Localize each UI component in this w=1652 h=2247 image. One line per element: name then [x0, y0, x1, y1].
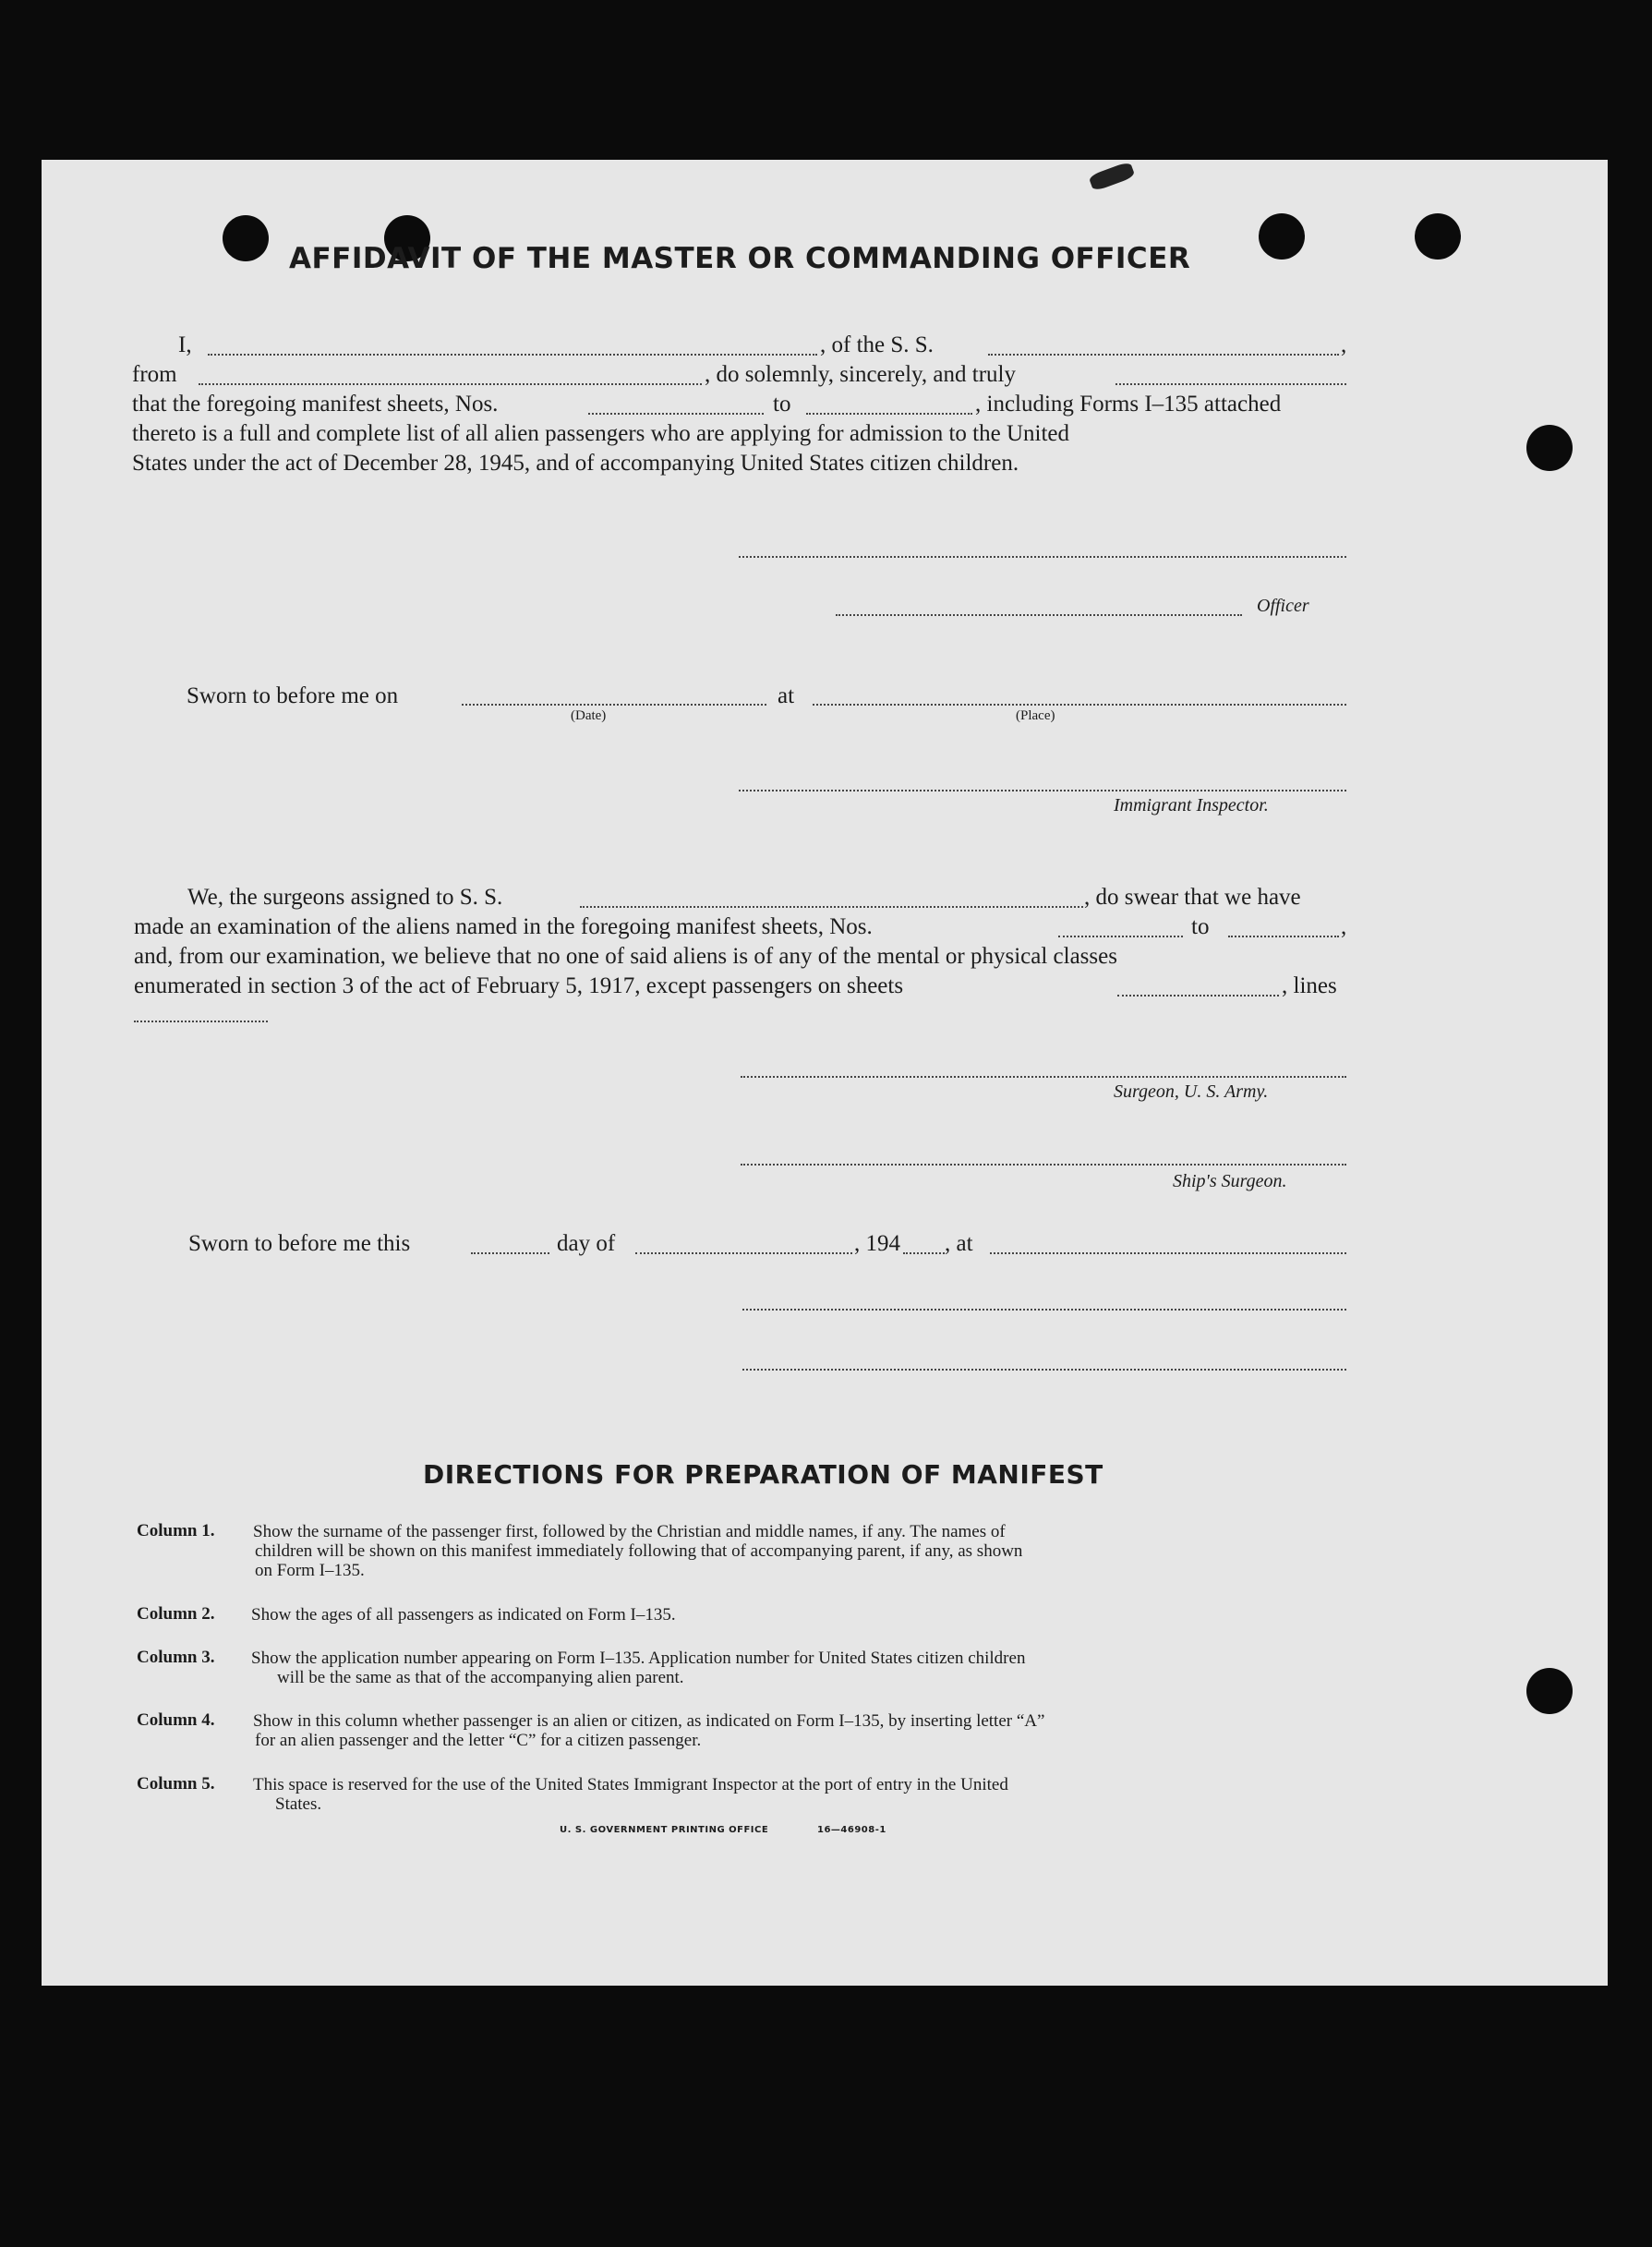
surgeons-text: made an examination of the aliens named in the foregoing manifest sheets, Nos.	[134, 914, 873, 939]
officer-label: Officer	[1257, 596, 1309, 616]
inspector-label: Immigrant Inspector.	[1114, 795, 1269, 815]
surgeon-sheet-to-field[interactable]	[1228, 936, 1339, 937]
surgeon-ship-field[interactable]	[580, 906, 1083, 908]
signature-field[interactable]	[742, 1369, 1346, 1371]
sworn-text: Sworn to before me this	[188, 1231, 411, 1256]
ships-surgeon-label: Ship's Surgeon.	[1173, 1171, 1287, 1191]
surgeons-text: and, from our examination, we believe that no one of said aliens is of any of the mental or physical classes	[134, 944, 1117, 969]
signature-field[interactable]	[742, 1309, 1346, 1311]
affidavit-text: from	[132, 362, 177, 387]
surgeons-text: , lines	[1282, 973, 1337, 998]
punch-hole	[1259, 213, 1305, 260]
except-sheets-field[interactable]	[1117, 995, 1279, 997]
inspector-signature-field[interactable]	[739, 790, 1346, 791]
surgeons-text: We, the surgeons assigned to S. S.	[187, 885, 503, 910]
sworn-place-field[interactable]	[813, 704, 1346, 706]
sworn-at-field[interactable]	[990, 1252, 1346, 1254]
sworn-text: , 194	[854, 1231, 900, 1256]
printer-imprint: U. S. GOVERNMENT PRINTING OFFICE	[560, 1825, 769, 1835]
affidavit-text: , do solemnly, sincerely, and truly	[705, 362, 1016, 387]
sworn-year-field[interactable]	[903, 1252, 945, 1254]
sworn-text: Sworn to before me on	[187, 683, 399, 708]
sworn-date-field[interactable]	[462, 704, 766, 706]
affidavit-text: States under the act of December 28, 1945, and of accompanying United States citizen children.	[132, 451, 1019, 476]
truly-field[interactable]	[1115, 383, 1346, 385]
punch-hole	[1415, 213, 1461, 260]
direction-text: Show the ages of all passengers as indicated on Form I–135.	[251, 1605, 676, 1625]
direction-column-label: Column 3.	[137, 1648, 215, 1667]
affidavit-text: that the foregoing manifest sheets, Nos.	[132, 392, 499, 417]
sworn-month-field[interactable]	[635, 1252, 852, 1254]
surgeon-sheet-from-field[interactable]	[1058, 936, 1183, 937]
sworn-day-field[interactable]	[471, 1252, 549, 1254]
direction-column-label: Column 1.	[137, 1521, 215, 1540]
direction-column-label: Column 4.	[137, 1710, 215, 1730]
affidavit-text: ,	[1341, 332, 1347, 357]
surgeons-text: to	[1191, 914, 1210, 939]
direction-text: Show in this column whether passenger is an alien or citizen, as indicated on Form I–135, by inserting letter “A” for an alien passenger and the letter “C” for a citizen passenger.	[253, 1711, 1045, 1750]
ship-name-field[interactable]	[988, 354, 1339, 356]
affidavit-text: I,	[178, 332, 192, 357]
except-lines-field[interactable]	[134, 1021, 268, 1022]
direction-column-label: Column 2.	[137, 1604, 215, 1624]
directions-title: DIRECTIONS FOR PREPARATION OF MANIFEST	[423, 1459, 1103, 1490]
army-surgeon-signature-field[interactable]	[741, 1076, 1346, 1078]
master-name-field[interactable]	[208, 354, 817, 356]
sworn-text: at	[778, 683, 795, 708]
punch-hole	[1526, 1668, 1573, 1714]
direction-text: This space is reserved for the use of the United States Immigrant Inspector at the port of entry in the United States.	[253, 1775, 1008, 1814]
affidavit-text: thereto is a full and complete list of all alien passengers who are applying for admission to the United	[132, 421, 1070, 446]
surgeons-text: enumerated in section 3 of the act of February 5, 1917, except passengers on sheets	[134, 973, 904, 998]
affidavit-text: , of the S. S.	[820, 332, 934, 357]
sworn-text: , at	[945, 1231, 973, 1256]
sworn-text: day of	[557, 1231, 616, 1256]
affidavit-text: to	[773, 392, 791, 417]
form-code: 16—46908-1	[817, 1825, 886, 1835]
officer-title-field[interactable]	[836, 614, 1242, 616]
ships-surgeon-signature-field[interactable]	[741, 1164, 1346, 1166]
direction-text: Show the surname of the passenger first, followed by the Christian and middle names, if any. The names of children will be shown on this manifest immediately following that of accompanying parent, if any, as shown on Form I–135.	[253, 1522, 1023, 1580]
form-title: AFFIDAVIT OF THE MASTER OR COMMANDING OFFICER	[289, 242, 1191, 275]
punch-hole	[223, 215, 269, 261]
direction-column-label: Column 5.	[137, 1774, 215, 1794]
punch-hole	[1526, 425, 1573, 471]
army-surgeon-label: Surgeon, U. S. Army.	[1114, 1081, 1269, 1102]
master-signature-field[interactable]	[739, 556, 1346, 558]
date-caption: (Date)	[571, 708, 607, 723]
sheet-from-field[interactable]	[588, 413, 764, 415]
surgeons-text: , do swear that we have	[1084, 885, 1301, 910]
sheet-to-field[interactable]	[806, 413, 972, 415]
direction-text: Show the application number appearing on Form I–135. Application number for United States citizen children will be the same as that of the accompanying alien parent.	[251, 1649, 1026, 1687]
surgeons-text: ,	[1341, 914, 1347, 939]
place-caption: (Place)	[1016, 708, 1055, 723]
port-from-field[interactable]	[199, 383, 702, 385]
affidavit-text: , including Forms I–135 attached	[975, 392, 1282, 417]
